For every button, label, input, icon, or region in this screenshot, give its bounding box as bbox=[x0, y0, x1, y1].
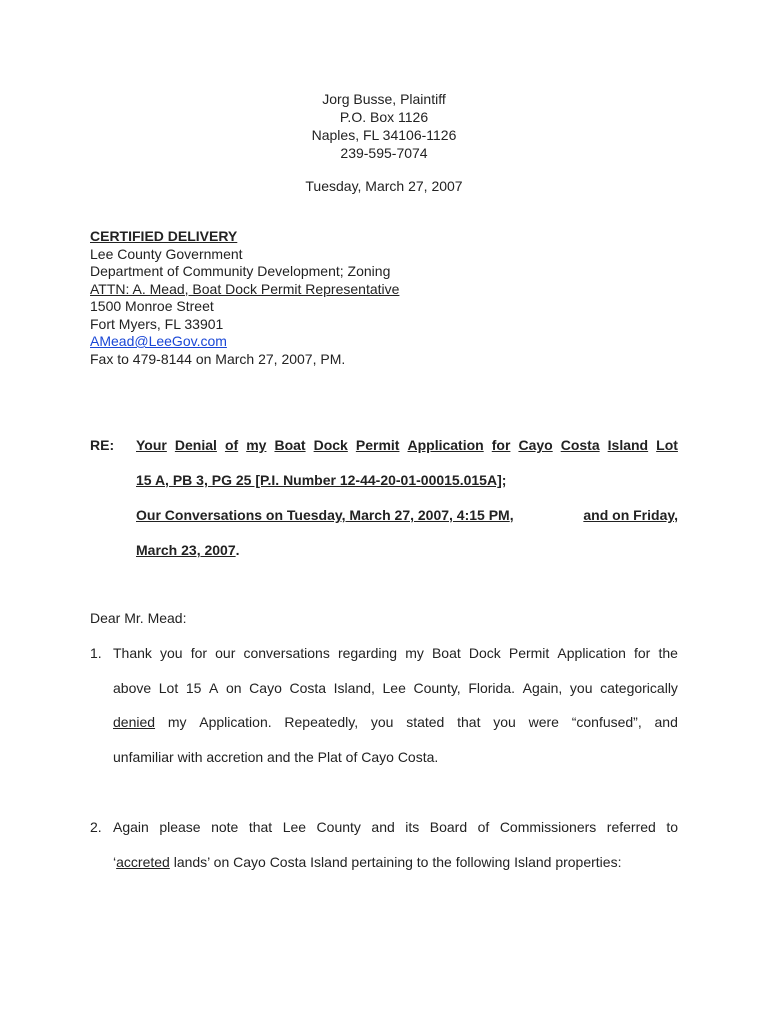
para2-line1-text-word: that bbox=[248, 819, 273, 835]
re-line2-end: ; bbox=[501, 472, 507, 488]
re-subject-line-1-text-word: Denial bbox=[174, 437, 217, 453]
para1-line2-text-word: Lee bbox=[382, 680, 406, 696]
sender-phone: 239-595-7074 bbox=[340, 145, 428, 161]
para1-line3-text-word: you bbox=[370, 714, 394, 730]
para2-line1-text-word: Again bbox=[113, 819, 149, 835]
para1-line2-text-word: A bbox=[209, 680, 219, 696]
para2-open-quote: ‘ bbox=[113, 854, 117, 870]
re-subject-line-1-text-word: Boat bbox=[274, 437, 306, 453]
recipient-email-link[interactable]: AMead@LeeGov.com bbox=[90, 333, 227, 349]
para1-line3 bbox=[113, 713, 678, 731]
para2-line1-text-word: Lee bbox=[282, 819, 307, 835]
para2-line1-text-word: note bbox=[211, 819, 239, 835]
re-subject-line-2 bbox=[136, 471, 678, 489]
re-subject-line-1 bbox=[136, 436, 678, 454]
para2-line2 bbox=[113, 853, 621, 871]
para1-line1-text-word: for bbox=[190, 645, 208, 661]
para2-line1-text-word: Board bbox=[429, 819, 468, 835]
re-subject-line-1-text-word: for bbox=[491, 437, 511, 453]
para2-line1-text-word: and bbox=[371, 819, 395, 835]
re-conversation-2: and on Friday, bbox=[583, 507, 678, 523]
para1-line1-text-word: regarding bbox=[337, 645, 398, 661]
para1-line2-text-word: Island, bbox=[333, 680, 375, 696]
para1-line3-text-word: that bbox=[457, 714, 481, 730]
para1-line3-text-word: stated bbox=[406, 714, 445, 730]
para1-line1-text-word: Thank bbox=[113, 645, 152, 661]
recipient-org: Lee County Government bbox=[90, 245, 243, 262]
para1-line1-text-word: conversations bbox=[243, 645, 330, 661]
para1-line2-text-word: Florida. bbox=[468, 680, 515, 696]
para1-line2-text-word: Costa bbox=[289, 680, 327, 696]
recipient-city: Fort Myers, FL 33901 bbox=[90, 315, 224, 332]
re-subject-line-1-text bbox=[136, 436, 678, 454]
re-subject-line-3 bbox=[136, 506, 678, 524]
recipient-block bbox=[90, 228, 399, 368]
re-subject-line-1-text-word: my bbox=[246, 437, 267, 453]
greeting: Dear Mr. Mead: bbox=[90, 610, 187, 626]
re-conversation-1: Our Conversations on Tuesday, March 27, 2007, 4:15 PM bbox=[136, 507, 510, 523]
re-subject-line-1-text-word: Lot bbox=[656, 437, 678, 453]
para2-accreted: accreted bbox=[116, 854, 170, 870]
para1-line1-text-word: our bbox=[215, 645, 236, 661]
letter-date: Tuesday, March 27, 2007 bbox=[305, 178, 463, 194]
para2-number: 2. bbox=[90, 819, 102, 835]
para1-line3-text-word: Repeatedly, bbox=[284, 714, 359, 730]
para1-line2 bbox=[113, 679, 678, 697]
re-subject-line-1-text-word: Dock bbox=[313, 437, 348, 453]
re-subject-line-1-text-word: Permit bbox=[355, 437, 400, 453]
para2-line1-text-word: of bbox=[477, 819, 490, 835]
re-subject-line-4 bbox=[136, 541, 678, 559]
para1-line1-text-word: for bbox=[634, 645, 651, 661]
para1-line2-text-word: on bbox=[225, 680, 242, 696]
re-subject-line-1-text-word: of bbox=[224, 437, 239, 453]
para1-line2-text-word: Lot bbox=[158, 680, 179, 696]
re-line4-end: . bbox=[235, 542, 240, 558]
para1-line1-text-word: Boat bbox=[431, 645, 461, 661]
para1-line2-text-word: above bbox=[113, 680, 152, 696]
sender-po-box: P.O. Box 1126 bbox=[339, 109, 429, 125]
para2-line1-text-word: its bbox=[405, 819, 420, 835]
recipient-street: 1500 Monroe Street bbox=[90, 298, 214, 314]
recipient-attn: ATTN: A. Mead, Boat Dock Permit Representative bbox=[90, 280, 400, 297]
para1-line2-text-word: categorically bbox=[600, 680, 678, 696]
para1-line3-text-word: and bbox=[654, 714, 678, 730]
para2-line2-rest: lands’ on Cayo Costa Island pertaining to the following Island properties: bbox=[169, 854, 622, 870]
para2-line1-text-word: referred bbox=[606, 819, 656, 835]
recipient-dept: Department of Community Development; Zoning bbox=[90, 263, 391, 279]
para1-line3-text-word: were bbox=[528, 714, 559, 730]
re-label: RE: bbox=[90, 437, 115, 453]
para2-line1-text-word: please bbox=[159, 819, 201, 835]
para1-line3-text-word: Application. bbox=[199, 714, 272, 730]
para1-line3-text bbox=[113, 713, 678, 731]
para1-line1-text-word: you bbox=[160, 645, 183, 661]
re-subject-line-1-text-word: Cayo bbox=[518, 437, 553, 453]
para2-line1-text-word: County bbox=[316, 819, 361, 835]
para1-line2-text bbox=[113, 679, 678, 697]
para1-line1-text-word: Application bbox=[557, 645, 626, 661]
para1-line2-text-word: County, bbox=[413, 680, 461, 696]
para1-line1-text-word: the bbox=[658, 645, 678, 661]
para1-line1-text bbox=[113, 644, 678, 662]
para2-line1 bbox=[113, 818, 678, 836]
re-subject-line-1-text-word: Island bbox=[607, 437, 649, 453]
para1-line1 bbox=[113, 644, 678, 662]
para1-line2-text-word: 15 bbox=[185, 680, 202, 696]
para2-line1-text bbox=[113, 818, 678, 836]
para1-line3-text-word: you bbox=[493, 714, 516, 730]
para1-line2-text-word: you bbox=[569, 680, 593, 696]
para1-line4: unfamiliar with accretion and the Plat of Cayo Costa. bbox=[113, 749, 439, 765]
para1-line2-text-word: Cayo bbox=[249, 680, 282, 696]
para2-line1-text-word: Commissioners bbox=[499, 819, 597, 835]
para1-line2-text-word: Again, bbox=[522, 680, 563, 696]
re-subject-line-1-text-word: Your bbox=[136, 437, 167, 453]
re-parcel-reference: 15 A, PB 3, PG 25 [P.I. Number 12-44-20-01-00015.015A] bbox=[136, 472, 502, 488]
re-subject-line-1-text-word: Costa bbox=[560, 437, 600, 453]
para1-line3-text-word: my bbox=[167, 714, 187, 730]
para1-line3-text-word: “confused”, bbox=[571, 714, 642, 730]
re-conversation-2-date: March 23, 2007 bbox=[136, 542, 236, 558]
sender-city: Naples, FL 34106-1126 bbox=[311, 127, 457, 143]
re-subject-line-3-text bbox=[136, 506, 678, 524]
para1-line1-text-word: my bbox=[405, 645, 424, 661]
para1-number: 1. bbox=[90, 645, 102, 661]
sender-block bbox=[0, 90, 768, 162]
para2-line1-text-word: to bbox=[666, 819, 678, 835]
delivery-method: CERTIFIED DELIVERY bbox=[90, 228, 238, 244]
para1-line1-text-word: Dock bbox=[468, 645, 501, 661]
re-subject-line-1-text-word: Application bbox=[407, 437, 484, 453]
sender-name: Jorg Busse, Plaintiff bbox=[322, 91, 446, 107]
para1-denied: denied bbox=[113, 714, 156, 730]
re-line3-sep: , bbox=[509, 507, 514, 523]
para1-line1-text-word: Permit bbox=[508, 645, 550, 661]
recipient-fax: Fax to 479-8144 on March 27, 2007, PM. bbox=[90, 350, 346, 367]
